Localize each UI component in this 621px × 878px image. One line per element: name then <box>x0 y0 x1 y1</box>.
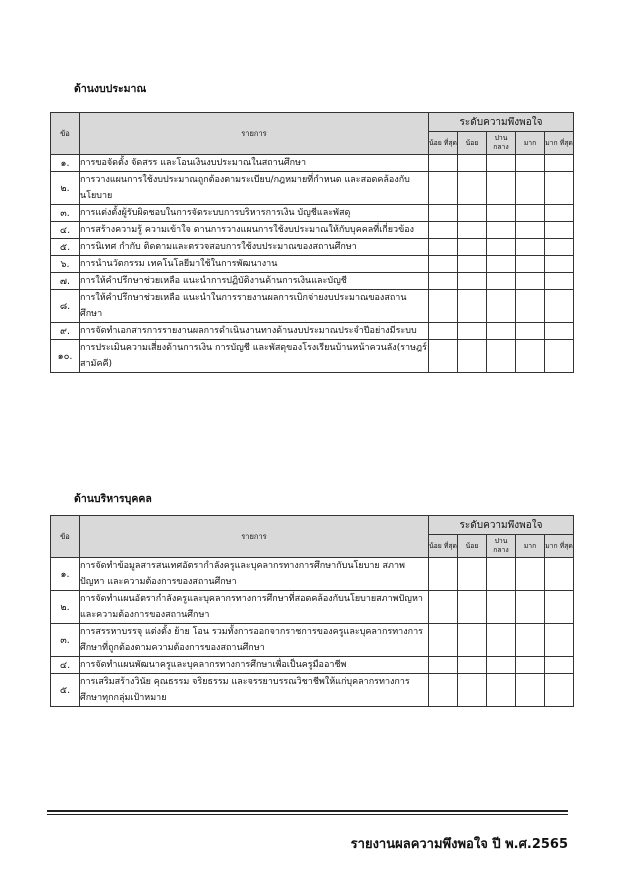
rating-cell[interactable] <box>516 558 545 591</box>
table-row <box>51 591 574 624</box>
item-description: การประเมินความเสี่ยงด้านการเงิน การบัญชี และพัสดุของโรงเรียนบ้านหน้าควนลัง(ราษฎร์สามัคคี) <box>80 340 429 373</box>
rating-cell[interactable] <box>429 205 458 222</box>
item-number: ๕. <box>51 239 80 256</box>
rating-cell[interactable] <box>516 239 545 256</box>
rating-cell[interactable] <box>487 239 516 256</box>
item-description: การจัดทำแผนอัตรากำลังครูและบุคลากรทางการศึกษาที่สอดคล้องกับนโยบายสภาพปัญหา และความต้องการของสถานศึกษา <box>80 591 429 624</box>
rating-cell[interactable] <box>516 591 545 624</box>
rating-cell[interactable] <box>487 657 516 674</box>
table-row <box>51 239 574 256</box>
table-row <box>51 155 574 172</box>
item-description: การสร้างความรู้ ความเข้าใจ ดานการวางแผนการใช้งบประมาณให้กับบุคคลที่เกี่ยวข้อง <box>80 222 429 239</box>
rating-cell[interactable] <box>487 273 516 290</box>
rating-cell[interactable] <box>458 340 487 373</box>
header-no: ข้อ <box>51 516 80 558</box>
rating-cell[interactable] <box>545 172 574 205</box>
rating-cell[interactable] <box>545 290 574 323</box>
rating-cell[interactable] <box>458 172 487 205</box>
rating-cell[interactable] <box>516 256 545 273</box>
rating-cell[interactable] <box>458 273 487 290</box>
rating-cell[interactable] <box>429 624 458 657</box>
rating-cell[interactable] <box>516 323 545 340</box>
rating-cell[interactable] <box>429 256 458 273</box>
item-description: การนิเทศ กำกับ ติดตามและตรวจสอบการใช้งบประมาณของสถานศึกษา <box>80 239 429 256</box>
rating-cell[interactable] <box>458 624 487 657</box>
item-description: การให้คำปรึกษาช่วยเหลือ แนะนำการปฏิบัติงานด้านการเงินและบัญชี <box>80 273 429 290</box>
item-number: ๓. <box>51 624 80 657</box>
rating-cell[interactable] <box>516 340 545 373</box>
header-level-least: น้อย ที่สุด <box>429 132 458 155</box>
rating-cell[interactable] <box>429 290 458 323</box>
item-number: ๕. <box>51 674 80 707</box>
header-no: ข้อ <box>51 113 80 155</box>
rating-cell[interactable] <box>545 323 574 340</box>
footer-report-title: รายงานผลความพึงพอใจ ปี พ.ศ.2565 <box>350 837 568 852</box>
table-row <box>51 340 574 373</box>
rating-cell[interactable] <box>516 674 545 707</box>
rating-cell[interactable] <box>429 323 458 340</box>
rating-cell[interactable] <box>458 674 487 707</box>
table-row <box>51 222 574 239</box>
rating-cell[interactable] <box>458 256 487 273</box>
rating-cell[interactable] <box>545 558 574 591</box>
rating-cell[interactable] <box>516 172 545 205</box>
item-description: การจัดทำแผนพัฒนาครูและบุคลากรทางการศึกษาเพื่อเป็นครูมืออาชีพ <box>80 657 429 674</box>
rating-cell[interactable] <box>487 674 516 707</box>
rating-cell[interactable] <box>458 591 487 624</box>
rating-cell[interactable] <box>516 155 545 172</box>
item-number: ๔. <box>51 657 80 674</box>
rating-cell[interactable] <box>487 591 516 624</box>
header-level-least: น้อย ที่สุด <box>429 535 458 558</box>
rating-cell[interactable] <box>429 674 458 707</box>
header-level-high: มาก <box>516 132 545 155</box>
header-item: รายการ <box>80 113 429 155</box>
item-description: การสรรหาบรรจุ แต่งตั้ง ย้าย โอน รวมทั้งการออกจากราชการของครูและบุคลากรทางการศึกษาที่ถูกต้องตามความต้องการของสถานศึกษา <box>80 624 429 657</box>
rating-cell[interactable] <box>487 155 516 172</box>
header-level-moderate: ปาน กลาง <box>487 132 516 155</box>
rating-cell[interactable] <box>516 624 545 657</box>
rating-cell[interactable] <box>516 205 545 222</box>
rating-cell[interactable] <box>516 290 545 323</box>
rating-cell[interactable] <box>545 591 574 624</box>
item-description: การจัดทำเอกสารการรายงานผลการดำเนินงานทางด้านงบประมาณประจำปีอย่างมีระบบ <box>80 323 429 340</box>
table-row <box>51 205 574 222</box>
table-row <box>51 290 574 323</box>
table-row <box>51 323 574 340</box>
rating-cell[interactable] <box>545 273 574 290</box>
rating-cell[interactable] <box>458 222 487 239</box>
item-description: การวางแผนการใช้งบประมาณถูกต้องตามระเบียบ/กฎหมายที่กำหนด และสอดคล้องกับนโยบาย <box>80 172 429 205</box>
table-row <box>51 273 574 290</box>
rating-cell[interactable] <box>487 323 516 340</box>
budget-section-title: ด้านงบประมาณ <box>74 83 147 95</box>
footer-divider-thin <box>47 814 568 815</box>
budget-satisfaction-table <box>50 112 574 373</box>
rating-cell[interactable] <box>487 172 516 205</box>
rating-cell[interactable] <box>545 155 574 172</box>
item-number: ๑. <box>51 558 80 591</box>
item-number: ๓. <box>51 205 80 222</box>
item-description: การนำนวัตกรรม เทคโนโลยีมาใช้ในการพัฒนางาน <box>80 256 429 273</box>
rating-cell[interactable] <box>545 657 574 674</box>
rating-cell[interactable] <box>458 290 487 323</box>
header-level-highest: มาก ที่สุด <box>545 132 574 155</box>
item-description: การแต่งตั้งผู้รับผิดชอบในการจัดระบบการบริหารการเงิน บัญชีและพัสดุ <box>80 205 429 222</box>
header-level-low: น้อย <box>458 132 487 155</box>
rating-cell[interactable] <box>458 205 487 222</box>
rating-cell[interactable] <box>545 205 574 222</box>
rating-cell[interactable] <box>545 256 574 273</box>
personnel-section-title: ด้านบริหารบุคคล <box>74 493 152 505</box>
rating-cell[interactable] <box>487 205 516 222</box>
rating-cell[interactable] <box>545 340 574 373</box>
item-number: ๘. <box>51 290 80 323</box>
rating-cell[interactable] <box>429 172 458 205</box>
rating-cell[interactable] <box>429 222 458 239</box>
rating-cell[interactable] <box>545 624 574 657</box>
rating-cell[interactable] <box>487 256 516 273</box>
rating-cell[interactable] <box>458 155 487 172</box>
item-description: การขอจัดตั้ง จัดสรร และโอนเงินงบประมาณในสถานศึกษา <box>80 155 429 172</box>
item-description: การให้คำปรึกษาช่วยเหลือ แนะนำในการรายงานผลการเบิกจ่ายงบประมาณของสถานศึกษา <box>80 290 429 323</box>
rating-cell[interactable] <box>429 591 458 624</box>
header-level-low: น้อย <box>458 535 487 558</box>
rating-cell[interactable] <box>487 624 516 657</box>
rating-cell[interactable] <box>429 239 458 256</box>
rating-cell[interactable] <box>545 222 574 239</box>
rating-cell[interactable] <box>458 323 487 340</box>
table-row <box>51 172 574 205</box>
rating-cell[interactable] <box>429 155 458 172</box>
rating-cell[interactable] <box>429 657 458 674</box>
item-description: การจัดทำข้อมูลสารสนเทศอัตรากำลังครูและบุคลากรทางการศึกษากับนโยบาย สภาพปัญหา และความต้องการของสถานศึกษา <box>80 558 429 591</box>
header-level-moderate: ปาน กลาง <box>487 535 516 558</box>
rating-cell[interactable] <box>487 290 516 323</box>
header-level-high: มาก <box>516 535 545 558</box>
item-number: ๑. <box>51 155 80 172</box>
rating-cell[interactable] <box>487 558 516 591</box>
rating-cell[interactable] <box>458 657 487 674</box>
header-item: รายการ <box>80 516 429 558</box>
header-satisfaction-level: ระดับความพึงพอใจ <box>429 113 574 132</box>
rating-cell[interactable] <box>458 239 487 256</box>
rating-cell[interactable] <box>458 558 487 591</box>
rating-cell[interactable] <box>516 657 545 674</box>
table-row <box>51 657 574 674</box>
item-number: ๙. <box>51 323 80 340</box>
item-description: การเสริมสร้างวินัย คุณธรรม จริยธรรม และจรรยาบรรณวิชาชีพให้แก่บุคลากรทางการศึกษาทุกกลุ่มเป้าหมาย <box>80 674 429 707</box>
table-row <box>51 624 574 657</box>
item-number: ๗. <box>51 273 80 290</box>
item-number: ๑๐. <box>51 340 80 373</box>
rating-cell[interactable] <box>429 340 458 373</box>
item-number: ๖. <box>51 256 80 273</box>
rating-cell[interactable] <box>516 273 545 290</box>
rating-cell[interactable] <box>487 340 516 373</box>
header-level-highest: มาก ที่สุด <box>545 535 574 558</box>
rating-cell[interactable] <box>429 558 458 591</box>
footer-divider <box>47 810 568 812</box>
rating-cell[interactable] <box>545 674 574 707</box>
table-row <box>51 674 574 707</box>
rating-cell[interactable] <box>545 239 574 256</box>
item-number: ๒. <box>51 172 80 205</box>
personnel-satisfaction-table <box>50 515 574 707</box>
rating-cell[interactable] <box>429 273 458 290</box>
table-row <box>51 256 574 273</box>
item-number: ๒. <box>51 591 80 624</box>
rating-cell[interactable] <box>516 222 545 239</box>
header-satisfaction-level: ระดับความพึงพอใจ <box>429 516 574 535</box>
table-row <box>51 558 574 591</box>
rating-cell[interactable] <box>487 222 516 239</box>
item-number: ๔. <box>51 222 80 239</box>
